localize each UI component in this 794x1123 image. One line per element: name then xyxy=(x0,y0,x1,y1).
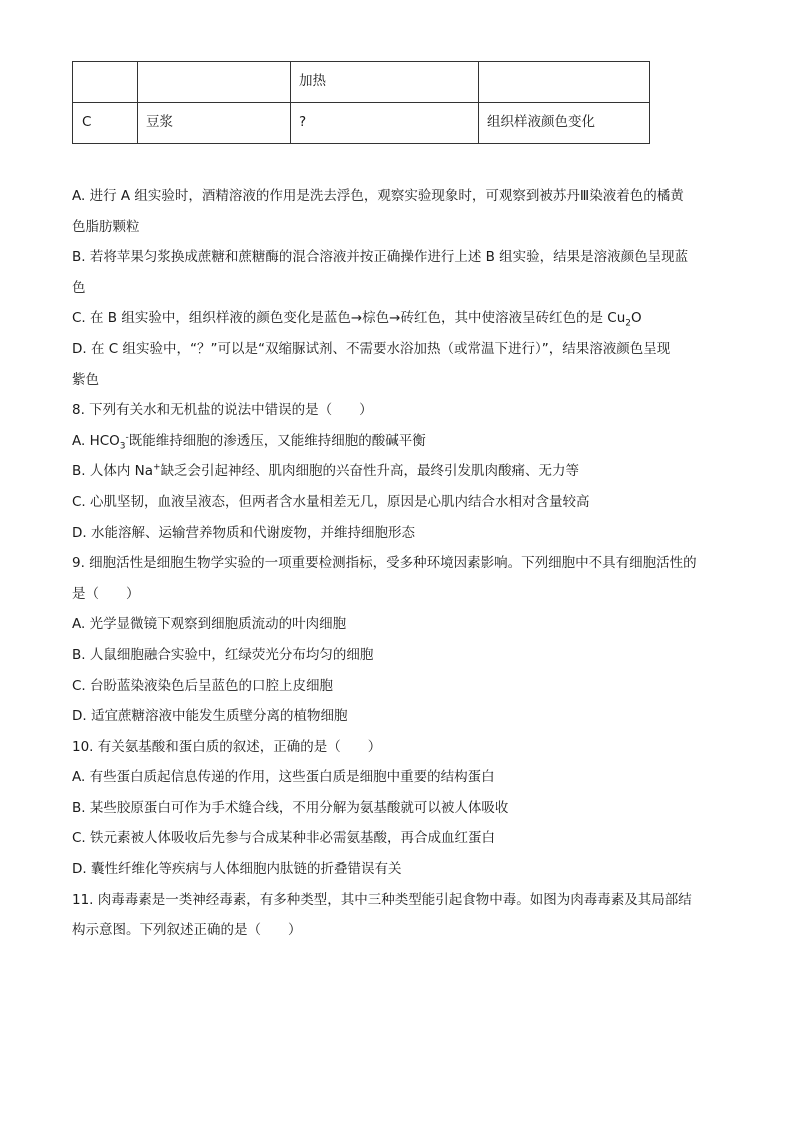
q7-option-c-subscript: 2 xyxy=(625,319,631,330)
q11-stem-line2: 构示意图。下列叙述正确的是（ ） xyxy=(72,922,302,939)
q7-option-c-tail: O xyxy=(630,310,642,327)
q9-option-b: B. 人鼠细胞融合实验中，红绿荧光分布均匀的细胞 xyxy=(72,646,374,663)
q8-option-a-text: A. HCO xyxy=(72,432,120,449)
q9-option-c: C. 台盼蓝染液染色后呈蓝色的口腔上皮细胞 xyxy=(72,677,334,694)
q8-option-b-superscript: + xyxy=(153,462,161,473)
q9-option-d: D. 适宜蔗糖溶液中能发生质壁分离的植物细胞 xyxy=(72,708,348,725)
q8-option-b-tail: 缺乏会引起神经、肌肉细胞的兴奋性升高，最终引发肌肉酸痛、无力等 xyxy=(160,463,580,480)
q7-option-a-line1: A. 进行 A 组实验时，酒精溶液的作用是洗去浮色，观察实验现象时，可观察到被苏丹Ⅲ染液着色的橘黄 xyxy=(72,188,684,204)
q10-option-a: A. 有些蛋白质起信息传递的作用，这些蛋白质是细胞中重要的结构蛋白 xyxy=(72,769,495,786)
q7-option-c-text: C. 在 B 组实验中，组织样液的颜色变化是蓝色→棕色→砖红色，其中使溶液呈砖红色的是 Cu xyxy=(72,310,626,327)
q8-option-a-subscript: 3 xyxy=(119,441,126,452)
table-cell-group: C xyxy=(73,103,138,144)
q11-stem-line1: 11. 肉毒毒素是一类神经毒素，有多种类型，其中三种类型能引起食物中毒。如图为肉毒毒素及其局部结 xyxy=(72,891,692,908)
q7-option-b-line2: 色 xyxy=(72,279,86,296)
q8-option-c: C. 心肌坚韧，血液呈液态，但两者含水量相差无几，原因是心肌内结合水相对含量较高 xyxy=(72,493,590,510)
q10-option-d: D. 囊性纤维化等疾病与人体细胞内肽链的折叠错误有关 xyxy=(72,861,402,878)
table-cell-condition: 加热 xyxy=(291,62,479,103)
q8-option-a-tail: 既能维持细胞的渗透压，又能维持细胞的酸碱平衡 xyxy=(128,432,426,449)
q8-option-a-superscript: - xyxy=(125,432,129,443)
q7-option-d-line2: 紫色 xyxy=(72,371,99,388)
q9-stem-line2: 是（ ） xyxy=(72,585,140,602)
q8-stem: 8. 下列有关水和无机盐的说法中错误的是（ ） xyxy=(72,402,373,419)
table-cell-material: 豆浆 xyxy=(138,103,291,144)
q9-option-a: A. 光学显微镜下观察到细胞质流动的叶肉细胞 xyxy=(72,616,347,633)
q7-option-d-line1: D. 在 C 组实验中，“？”可以是“双缩脲试剂、不需要水浴加热（或常温下进行）”，结果溶液颜色呈现 xyxy=(72,340,671,357)
q7-option-c xyxy=(72,303,728,334)
table-cell-condition: ? xyxy=(291,103,479,144)
experiment-table xyxy=(72,61,650,144)
question-text xyxy=(72,181,728,946)
table-cell-observation xyxy=(479,62,650,103)
table-row xyxy=(73,103,650,144)
q8-option-b xyxy=(72,456,728,487)
q9-stem-line1: 9. 细胞活性是细胞生物学实验的一项重要检测指标，受多种环境因素影响。下列细胞中不具有细胞活性的 xyxy=(72,555,697,572)
q8-option-b-text: B. 人体内 Na xyxy=(72,463,154,480)
q10-option-b: B. 某些胶原蛋白可作为手术缝合线，不用分解为氨基酸就可以被人体吸收 xyxy=(72,799,509,816)
q10-option-c: C. 铁元素被人体吸收后先参与合成某种非必需氨基酸，再合成血红蛋白 xyxy=(72,830,496,847)
q10-stem: 10. 有关氨基酸和蛋白质的叙述，正确的是（ ） xyxy=(72,738,382,755)
table-cell-material xyxy=(138,62,291,103)
q8-option-d: D. 水能溶解、运输营养物质和代谢废物，并维持细胞形态 xyxy=(72,524,415,541)
table-cell-group xyxy=(73,62,138,103)
table-row xyxy=(73,62,650,103)
q7-option-b-line1: B. 若将苹果匀浆换成蔗糖和蔗糖酶的混合溶液并按正确操作进行上述 B 组实验，结果是溶液颜色呈现蓝 xyxy=(72,249,689,266)
table-cell-observation: 组织样液颜色变化 xyxy=(479,103,650,144)
q8-option-a xyxy=(72,426,728,457)
q7-option-a-line2: 色脂肪颗粒 xyxy=(72,218,140,235)
